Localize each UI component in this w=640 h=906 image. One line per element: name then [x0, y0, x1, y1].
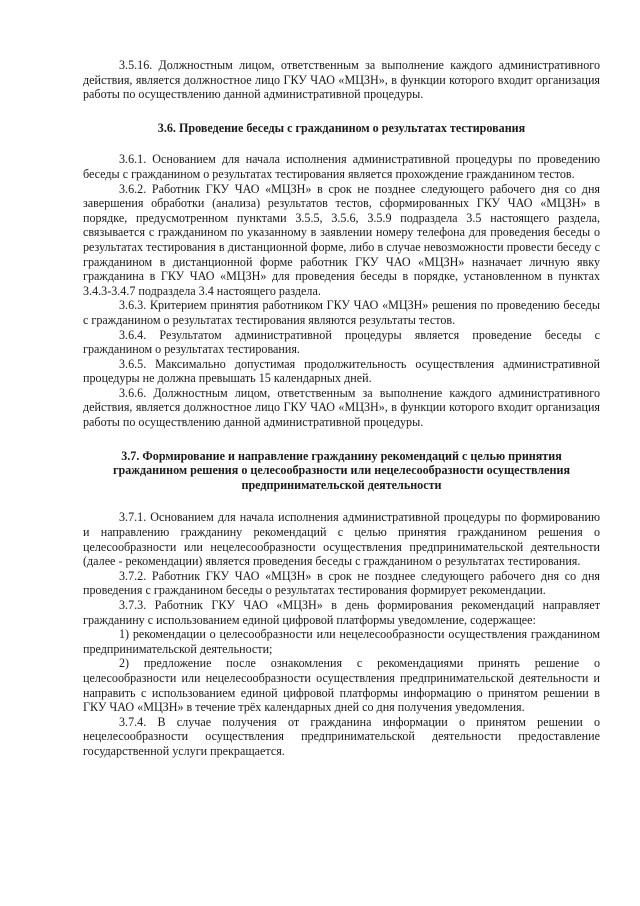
- paragraph-3-6-1: 3.6.1. Основанием для начала исполнения административной процедуры по проведению беседы с гражданином о результатах тестирования является прохождение гражданином тестов.: [83, 152, 600, 181]
- paragraph-3-6-6: 3.6.6. Должностным лицом, ответственным за выполнение каждого административного действия, является должностное лицо ГКУ ЧАО «МЦЗН», в функции которого входит организация работы по осуществлению данной административной процедуры.: [83, 385, 600, 430]
- paragraph-3-7-3: 3.7.3. Работник ГКУ ЧАО «МЦЗН» в день формирования рекомендаций направляет гражданину с использованием единой цифровой платформы уведомление, содержащее:: [83, 598, 600, 627]
- section-title-3-7: 3.7. Формирование и направление гражданину рекомендаций с целью принятия гражданином решения о целесообразности или нецелесообразности осуществления предпринимательской деятельности: [112, 448, 571, 492]
- paragraph-3-7-2: 3.7.2. Работник ГКУ ЧАО «МЦЗН» в срок не позднее следующего рабочего дня со дня проведения с гражданином беседы о результатах тестирования формирует рекомендации.: [83, 568, 600, 598]
- paragraph-3-5-16: 3.5.16. Должностным лицом, ответственным за выполнение каждого административного действия, является должностное лицо ГКУ ЧАО «МЦЗН», в функции которого входит организация работы по осуществлению данной административной процедуры.: [83, 58, 600, 102]
- paragraph-3-6-5: 3.6.5. Максимально допустимая продолжительность осуществления административной процедуры не должна превышать 15 календарных дней.: [83, 356, 600, 386]
- paragraph-3-7-1: 3.7.1. Основанием для начала исполнения административной процедуры по формированию и направлению гражданину рекомендаций с целью принятия гражданином решения о целесообразности или нецелесообразности осуществления предпринимательской деятельности (далее - рекомендации) является проведения беседы с гражданином о результатах тестирования.: [83, 510, 600, 569]
- paragraph-3-7-4: 3.7.4. В случае получения от гражданина информации о принятом решении о нецелесообразности осуществления предпринимательской деятельности предоставление государственной услуги прекращается.: [83, 714, 600, 758]
- paragraph-3-6-4: 3.6.4. Результатом административной процедуры является проведение беседы с гражданином о результатах тестирования.: [83, 327, 600, 357]
- section-title-3-6: 3.6. Проведение беседы с гражданином о результатах тестирования: [157, 120, 526, 135]
- list-item-1: 1) рекомендации о целесообразности или нецелесообразности осуществления гражданином предпринимательской деятельности;: [83, 627, 600, 656]
- list-item-2: 2) предложение после ознакомления с рекомендациями принять решение о целесообразности или нецелесообразности осуществления предпринимательской деятельности и направить с использованием единой цифровой платформы информацию о принятом решении в ГКУ ЧАО «МЦЗН» в течение трёх календарных дней со дня получения уведомления.: [83, 656, 600, 715]
- paragraph-3-6-3: 3.6.3. Критерием принятия работником ГКУ ЧАО «МЦЗН» решения по проведению беседы с гражданином о результатах тестирования являются результаты тестов.: [83, 298, 600, 327]
- paragraph-3-6-2: 3.6.2. Работник ГКУ ЧАО «МЦЗН» в срок не позднее следующего рабочего дня со дня завершения обработки (анализа) результатов тестов, сформированных ГКУ ЧАО «МЦЗН» в порядке, предусмотренном пунктами 3.5.5, 3.5.6, 3.5.9 подраздела 3.5 настоящего раздела, связывается с гражданином по указанному в заявлении номеру телефона для проведения беседы о результатах тестирования в дистанционной форме, либо в случае невозможности провести беседу с гражданином в дистанционной форме работник ГКУ ЧАО «МЦЗН» назначает личную явку гражданина в ГКУ ЧАО «МЦЗН» для проведения беседы в порядке, установленном в пунктах 3.4.3-3.4.7 подраздела 3.4 настоящего раздела.: [83, 181, 600, 298]
